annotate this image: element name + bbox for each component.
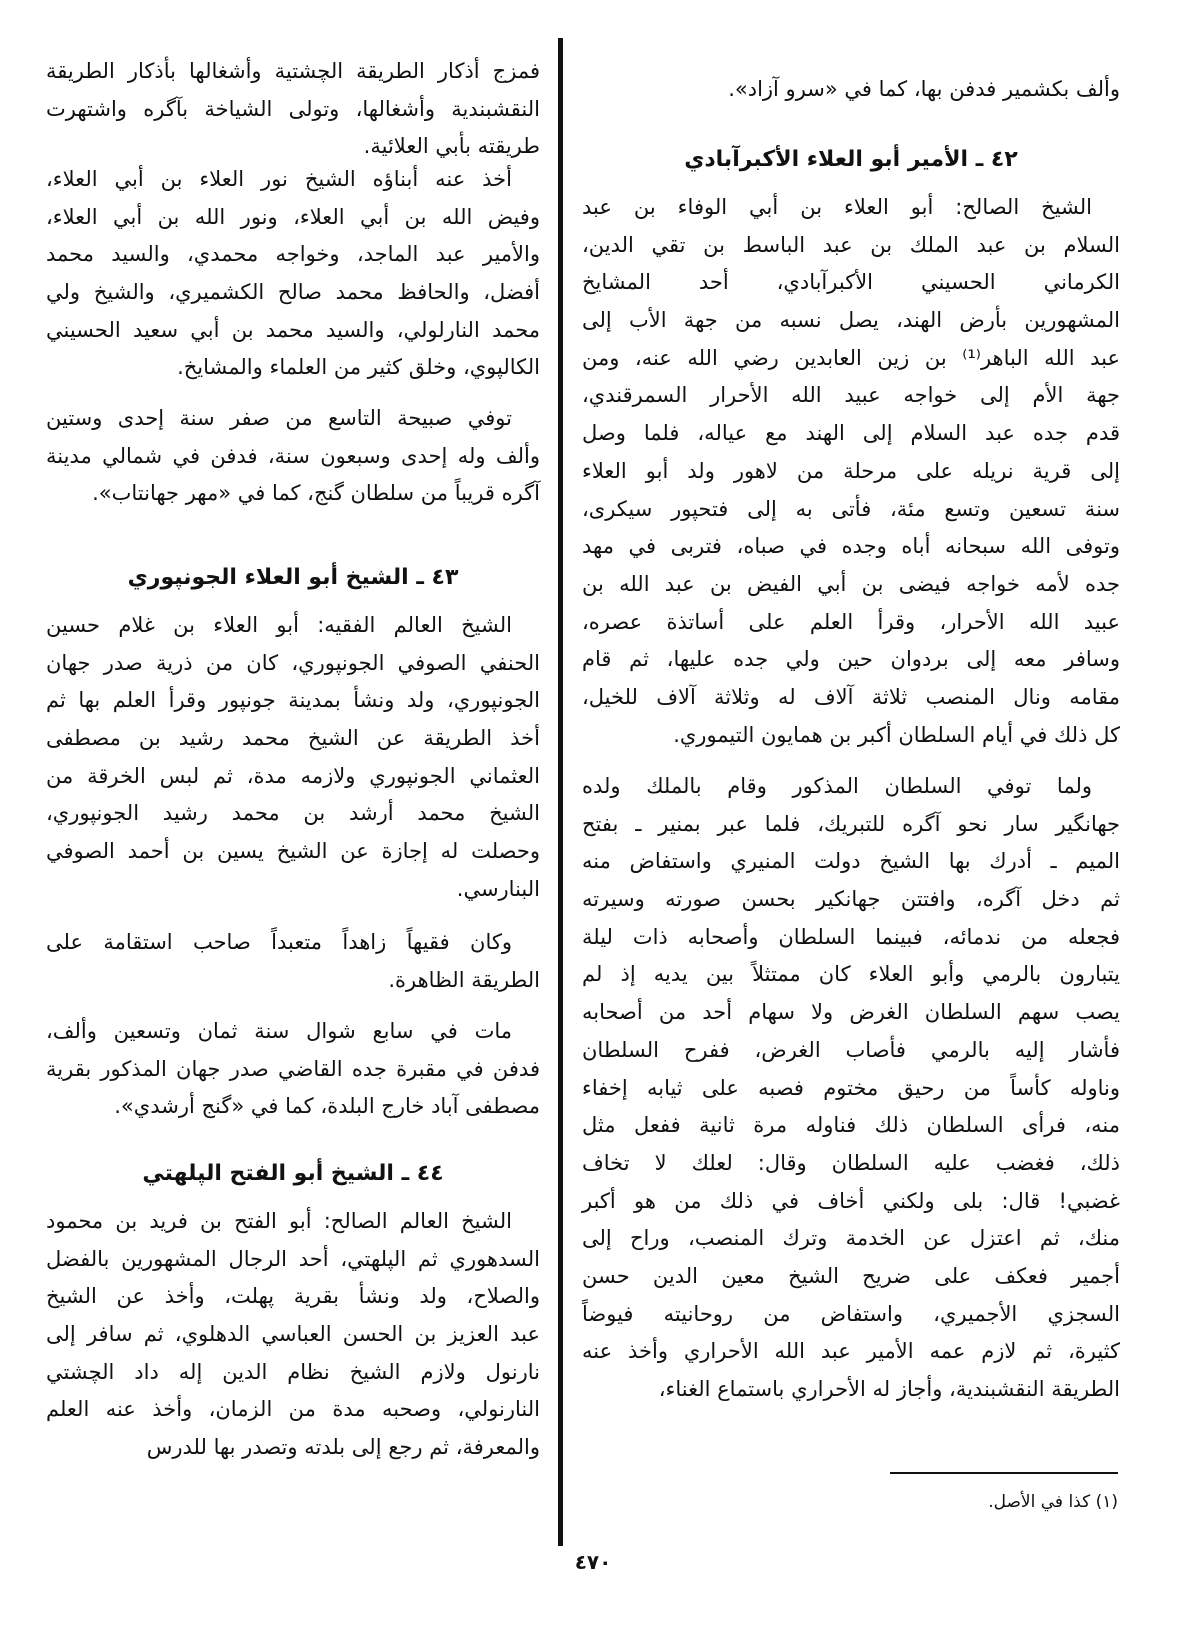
text-line: جهانگير سار نحو آگره للتبريك، فلما عبر بمنير ـ بفتح	[582, 811, 1120, 836]
text-line: السلام بن عبد الملك بن عبد الباسط بن تقي الدين،	[582, 232, 1120, 257]
text-line: الكرماني الحسيني الأكبرآبادي، أحد المشايخ	[582, 270, 1120, 295]
paragraph	[46, 53, 540, 166]
paragraph	[46, 400, 540, 513]
text-line: منك، ثم اعتزل عن الخدمة وترك المنصب، وراح إلى	[582, 1226, 1120, 1251]
text-line: وكان فقيهاً زاهداً متعبداً صاحب استقامة على	[46, 930, 512, 954]
text-line: عبد الله الباهر⁽¹⁾ بن زين العابدين رضي الله عنه، ومن	[582, 345, 1120, 370]
text-line: والصلاح، ولد ونشأ بقرية پهلت، وأخذ عن الشيخ	[46, 1284, 540, 1309]
text-line: آگره قريباً من سلطان گنج، كما في «مهر جهانتاب».	[92, 481, 540, 506]
paragraph	[46, 924, 540, 999]
text-line: مات في سابع شوال سنة ثمان وتسعين وألف،	[46, 1019, 512, 1043]
text-line: فأشار إليه بالرمي فأصاب الغرض، ففرح السلطان	[582, 1037, 1120, 1062]
text-line: أخذ عنه أبناؤه الشيخ نور العلاء بن أبي العلاء،	[46, 167, 512, 191]
text-line: جده لأمه خواجه فيضى بن أبي الفيض بن عبد الله بن	[582, 571, 1120, 596]
text-line: ثم دخل آگره، وافتتن جهانكير بحسن صورته وسيرته	[582, 887, 1120, 912]
text-line: سنة تسعين وتسع مئة، فأتى به إلى فتحپور سيكرى،	[582, 496, 1120, 521]
text-line: النقشبندية وأشغالها، وتولى الشياخة بآگره واشتهرت	[46, 96, 540, 121]
text-line: وألف وله إحدى وسبعون سنة، فدفن في شمالي مدينة	[46, 443, 540, 468]
text-line: أجمير فعكف على ضريح الشيخ معين الدين حسن	[582, 1263, 1120, 1288]
text-line: الجونپوري، ولد ونشأ بمدينة جونپور وقرأ العلم بها ثم	[46, 688, 540, 713]
text-line: وناوله كأساً من رحيق مختوم فصبه على ثيابه إخفاء	[582, 1075, 1120, 1100]
footnote: (١) كذا في الأصل.	[988, 1492, 1118, 1512]
text-line: ذلك، فغضب عليه السلطان وقال: لعلك لا تخاف	[582, 1150, 1120, 1175]
text-line: فدفن في مقبرة جده القاضي صدر جهان المذكور بقرية	[46, 1056, 540, 1081]
text-line: الحنفي الصوفي الجونپوري، كان من ذرية صدر جهان	[46, 650, 540, 675]
paragraph	[582, 71, 1120, 109]
text-line: توفي صبيحة التاسع من صفر سنة إحدى وستين	[46, 406, 512, 430]
footnote-divider	[890, 1472, 1118, 1474]
section-heading	[582, 141, 1120, 179]
text-line: ولما توفي السلطان المذكور وقام بالملك ولده	[582, 774, 1092, 798]
text-line: العثماني الجونپوري ولازمه مدة، ثم لبس الخرقة من	[46, 763, 540, 788]
paragraph	[46, 607, 540, 909]
text-line: المشهورين بأرض الهند، يصل نسبه من جهة الأب إلى	[582, 308, 1120, 333]
text-line: وتوفى الله سبحانه أباه وجده في صباه، فتربى في مهد	[582, 534, 1120, 559]
text-line: أخذ الطريقة عن الشيخ محمد رشيد بن مصطفى	[46, 726, 540, 751]
text-line: السدهوري ثم الپلهتي، أحد الرجال المشهورين بالفضل	[46, 1246, 540, 1271]
text-line: البنارسي.	[456, 876, 540, 901]
text-line: فجعله من ندمائه، فبينما السلطان وأصحابه ذات ليلة	[582, 924, 1120, 949]
text-line: كثيرة، ثم لازم عمه الأمير عبد الله الأحراري وأخذ عنه	[582, 1339, 1120, 1364]
text-line: مصطفى آباد خارج البلدة، كما في «گنج أرشدي».	[114, 1094, 540, 1119]
text-line: كل ذلك في أيام السلطان أكبر بن همايون التيموري.	[673, 722, 1120, 747]
text-line: الطريقة الظاهرة.	[388, 967, 540, 992]
paragraph	[582, 189, 1120, 754]
text-line: وألف بكشمير فدفن بها، كما في «سرو آزاد».	[728, 77, 1120, 101]
text-line: الشيخ الصالح: أبو العلاء بن أبي الوفاء بن عبد	[582, 195, 1092, 219]
heading-text: ٤٤ ـ الشيخ أبو الفتح الپلهتي	[142, 1161, 444, 1186]
text-line: الشيخ محمد أرشد بن محمد رشيد الجونپوري،	[46, 801, 540, 826]
text-line: منه، فرأى السلطان ذلك فناوله مرة ثانية ففعل مثل	[582, 1113, 1120, 1138]
text-line: عبيد الله الأحرار، وقرأ العلم على أساتذة عصره،	[582, 609, 1120, 634]
text-line: يصب سهم السلطان الغرض ولا سهام أحد من أصحابه	[582, 1000, 1120, 1025]
heading-text: ٤٣ ـ الشيخ أبو العلاء الجونپوري	[127, 565, 459, 590]
text-line: مقامه ونال المنصب ثلاثة آلاف له وثلاثة آلاف للخيل،	[582, 684, 1120, 709]
text-line: جهة الأم إلى خواجه عبيد الله الأحرار السمرقندي،	[582, 383, 1120, 408]
paragraph	[582, 768, 1120, 1409]
text-line: الشيخ العالم الفقيه: أبو العلاء بن غلام حسين	[46, 613, 512, 637]
text-line: وفيض الله بن أبي العلاء، ونور الله بن أبي العلاء،	[46, 204, 540, 229]
text-line: فمزج أذكار الطريقة الچشتية وأشغالها بأذكار الطريقة	[46, 59, 540, 83]
text-line: الطريقة النقشبندية، وأجاز له الأحراري باستماع الغناء،	[658, 1377, 1120, 1401]
text-line: وحصلت له إجازة عن الشيخ يسين بن أحمد الصوفي	[46, 839, 540, 864]
section-heading	[46, 559, 540, 597]
paragraph	[46, 1203, 540, 1467]
page-number: ٤٧٠	[574, 1550, 612, 1574]
column-divider	[558, 38, 563, 1546]
section-heading	[46, 1155, 540, 1193]
text-line: إلى قرية نريله على مرحلة من لاهور ولد أبو العلاء	[582, 458, 1120, 483]
text-line: وسافر معه إلى بردوان حين ولي جده عليها، ثم قام	[582, 647, 1120, 672]
paragraph	[46, 161, 540, 387]
text-line: الشيخ العالم الصالح: أبو الفتح بن فريد بن محمود	[46, 1209, 512, 1233]
text-line: نارنول ولازم الشيخ نظام الدين إله داد الچشتي	[46, 1359, 540, 1384]
text-line: قدم جده عبد السلام إلى الهند مع عياله، فلما وصل	[582, 421, 1120, 446]
text-line: يتبارون بالرمي وأبو العلاء كان ممتثلاً بين يديه إذ لم	[582, 962, 1120, 987]
text-line: النارنولي، وصحبه مدة من الزمان، وأخذ عنه العلم	[46, 1397, 540, 1422]
text-line: عبد العزيز بن الحسن العباسي الدهلوي، ثم سافر إلى	[46, 1322, 540, 1347]
text-line: أفضل، والحافظ محمد صالح الكشميري، والشيخ ولي	[46, 280, 540, 305]
text-line: والمعرفة، ثم رجع إلى بلدته وتصدر بها للدرس	[146, 1435, 540, 1460]
text-line: الميم ـ أدرك بها الشيخ دولت المنيري واستفاض منه	[582, 849, 1120, 874]
text-line: والأمير عبد الماجد، وخواجه محمدي، والسيد محمد	[46, 242, 540, 267]
text-line: الكالپوي، وخلق كثير من العلماء والمشايخ.	[177, 355, 540, 380]
paragraph	[46, 1013, 540, 1126]
text-line: طريقته بأبي العلائية.	[363, 134, 540, 159]
heading-text: ٤٢ ـ الأمير أبو العلاء الأكبرآبادي	[684, 147, 1018, 172]
text-line: غضبي! قال: بلى ولكني أخاف في ذلك من هو أكبر	[582, 1188, 1120, 1213]
text-line: السجزي الأجميري، واستفاض من روحانيته فيوضاً	[582, 1301, 1120, 1326]
text-line: محمد النارلولي، والسيد محمد بن أبي سعيد الحسيني	[46, 317, 540, 342]
